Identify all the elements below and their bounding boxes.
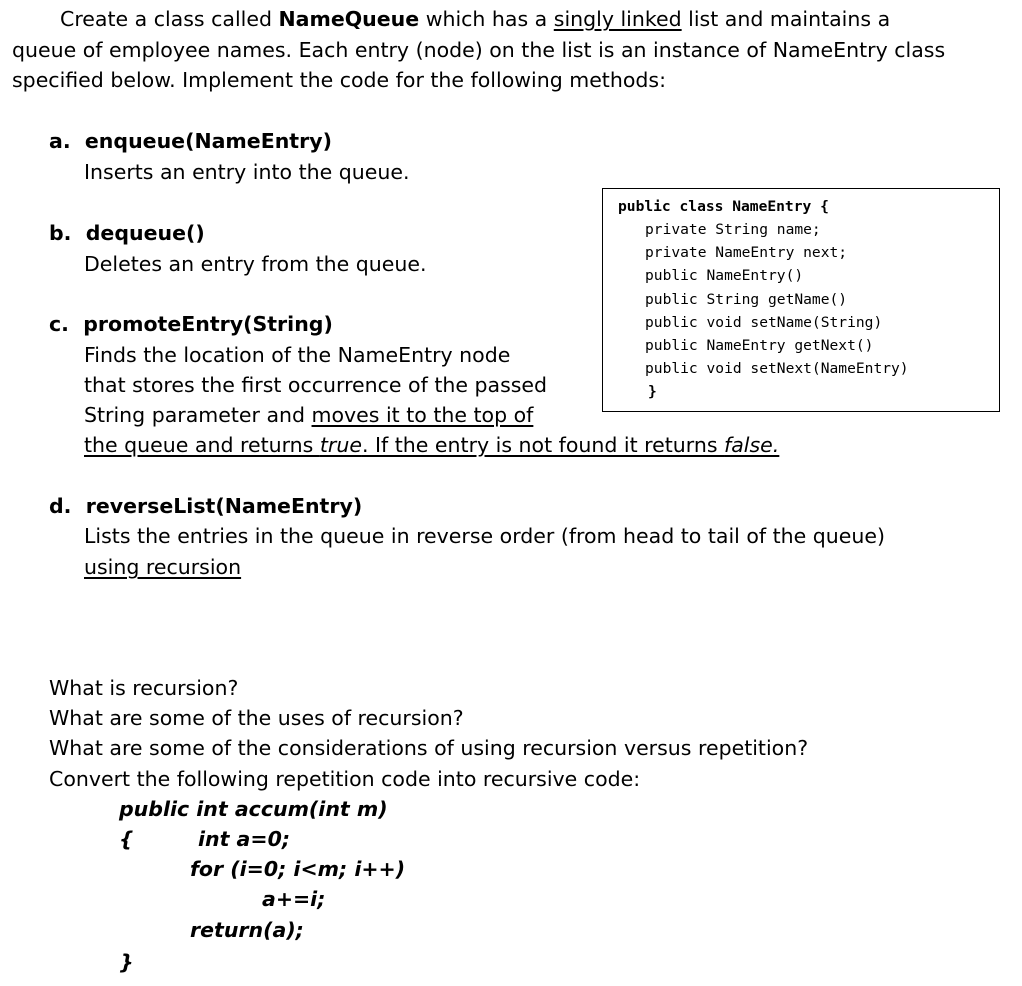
- method-c-desc-2: that stores the first occurrence of the passed: [84, 373, 548, 397]
- method-d-desc-2: using recursion: [84, 555, 242, 579]
- singly-linked: singly linked: [553, 7, 682, 31]
- method-d-desc: Lists the entries in the queue in reverse order (from head to tail of the queue): [84, 524, 886, 548]
- question-1: What is recursion?: [49, 676, 239, 700]
- method-b-desc: Deletes an entry from the queue.: [84, 252, 427, 276]
- accum-line-4: return(a);: [190, 918, 304, 942]
- question-2: What are some of the uses of recursion?: [49, 706, 464, 730]
- question-4: Convert the following repetition code into recursive code:: [49, 767, 641, 791]
- intro-line-1: Create a class called NameQueue which has a singly linked list and maintains a: [60, 7, 891, 31]
- accum-signature: public int accum(int m): [119, 797, 388, 821]
- accum-line-2: for (i=0; i<m; i++): [190, 857, 406, 881]
- code-header: public class NameEntry {: [618, 198, 829, 215]
- code-line: public void setNext(NameEntry): [645, 360, 909, 377]
- code-close: }: [648, 383, 657, 400]
- code-line: public void setName(String): [645, 314, 883, 331]
- class-name: NameQueue: [278, 7, 420, 31]
- method-b-title: b. dequeue(): [49, 221, 205, 245]
- method-c-title: c. promoteEntry(String): [49, 312, 333, 336]
- code-line: public NameEntry getNext(): [645, 337, 874, 354]
- method-a-desc: Inserts an entry into the queue.: [84, 160, 410, 184]
- question-3: What are some of the considerations of using recursion versus repetition?: [49, 736, 809, 760]
- accum-close-brace: }: [119, 950, 134, 974]
- code-line: private String name;: [645, 221, 821, 238]
- accum-line-1: int a=0;: [198, 827, 291, 851]
- method-c-desc-1: Finds the location of the NameEntry node: [84, 343, 511, 367]
- code-line: public String getName(): [645, 291, 848, 308]
- method-a-title: a. enqueue(NameEntry): [49, 129, 332, 153]
- code-line: private NameEntry next;: [645, 244, 848, 261]
- name-entry-code-box: [602, 188, 1000, 412]
- intro-line-2: queue of employee names. Each entry (node) on the list is an instance of NameEntry class: [12, 38, 946, 62]
- method-c-desc-3: String parameter and moves it to the top of: [84, 403, 534, 427]
- code-line: public NameEntry(): [645, 267, 804, 284]
- method-d-title: d. reverseList(NameEntry): [49, 494, 363, 518]
- accum-line-3: a+=i;: [262, 887, 326, 911]
- method-c-desc-4: the queue and returns true. If the entry is not found it returns false.: [84, 433, 780, 457]
- intro-line-3: specified below. Implement the code for the following methods:: [12, 68, 666, 92]
- accum-open-brace: {: [119, 827, 134, 851]
